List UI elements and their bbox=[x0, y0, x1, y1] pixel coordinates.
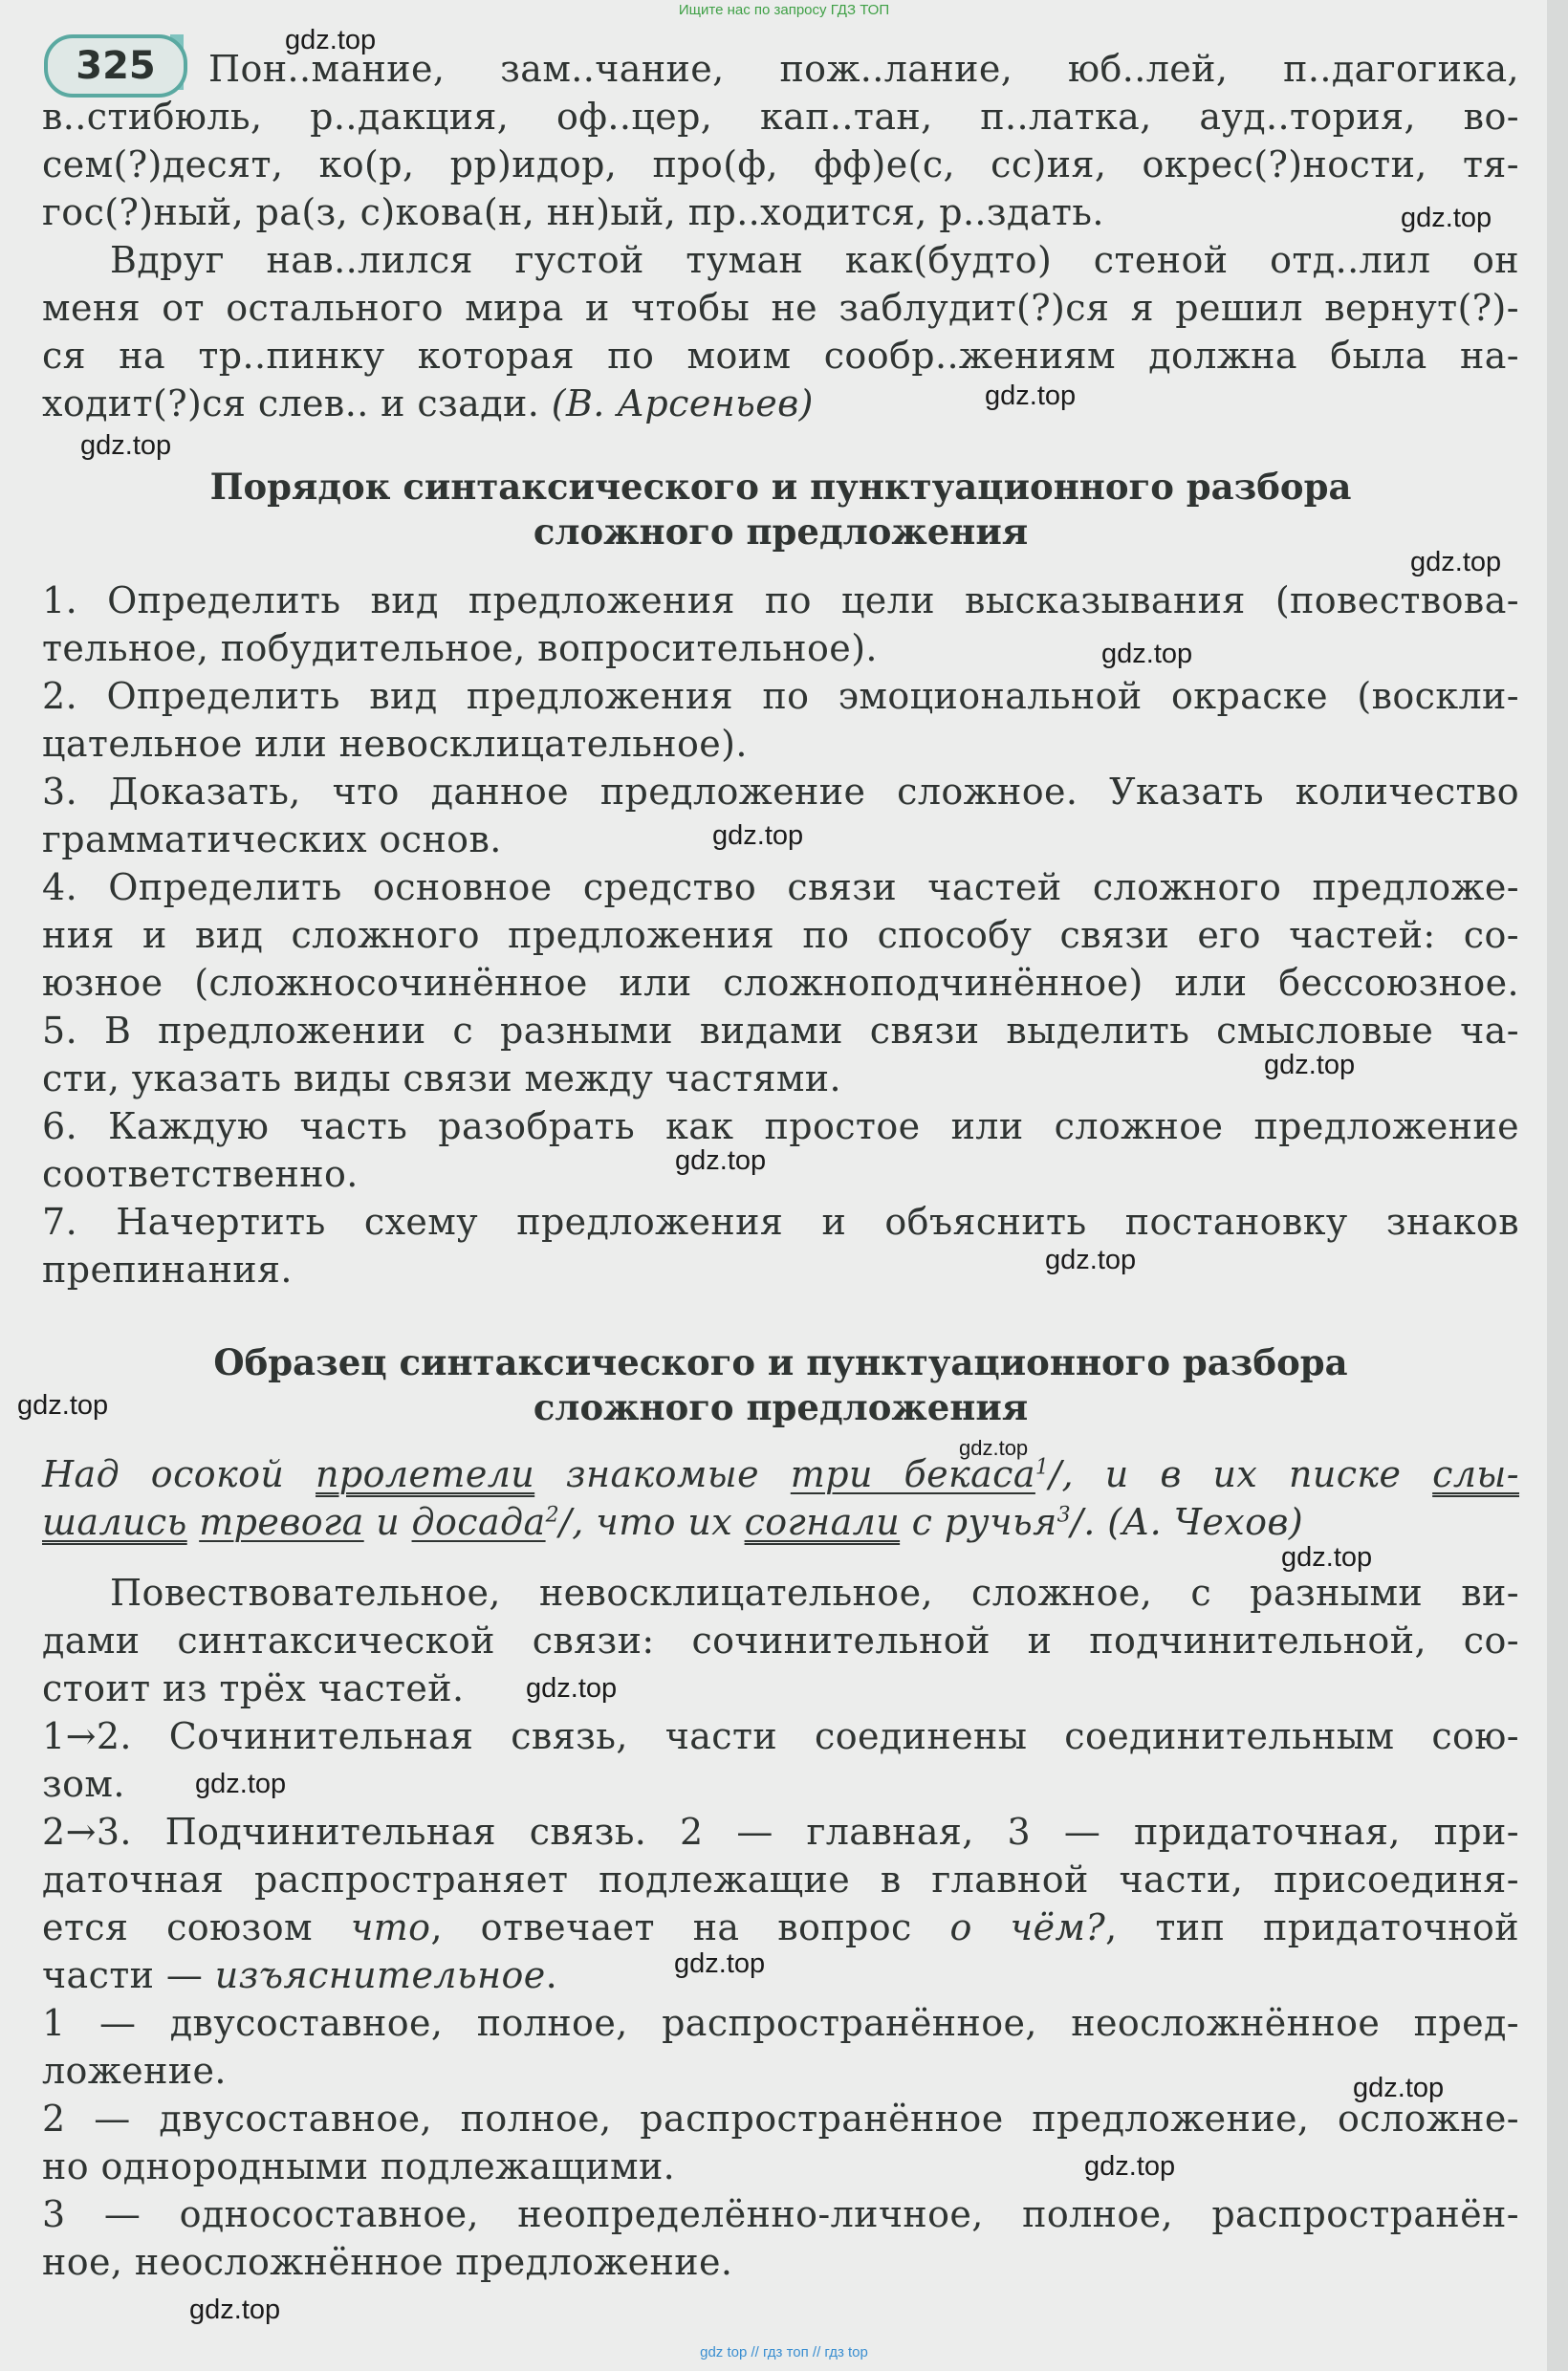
exercise-line: Пон..мание, зам..чание, пож..лание, юб..лей, п..дагогика, bbox=[208, 48, 1519, 90]
example-predicate: шались bbox=[42, 1501, 187, 1543]
step-line: тельное, побудительное, вопросительное). bbox=[42, 627, 878, 669]
analysis-text: . bbox=[545, 1954, 558, 1996]
section-heading-order-2: сложного предложения bbox=[533, 511, 1029, 553]
text-line: Вдруг нав..лился густой туман как(будто) стеной отд..лил он bbox=[110, 239, 1519, 281]
part-line: 3 — односоставное, неопределённо-личное, полное, распространён- bbox=[42, 2193, 1519, 2235]
analysis-text: ется союзом bbox=[42, 1906, 313, 1948]
analysis-line-union bbox=[42, 1903, 1519, 1952]
top-search-note: Ищите нас по запросу ГДЗ ТОП bbox=[678, 2, 890, 18]
section-heading-sample-2: сложного предложения bbox=[533, 1386, 1029, 1428]
text-line bbox=[42, 379, 1519, 428]
analysis-line: Повествовательное, невосклицательное, сложное, с разными ви- bbox=[110, 1572, 1519, 1614]
part-line: ложение. bbox=[42, 2050, 227, 2092]
exercise-line: сем(?)десят, ко(р, рр)идор, про(ф, фф)е(с, сс)ия, окрес(?)ности, тя- bbox=[42, 143, 1519, 185]
example-word: с ручья bbox=[911, 1501, 1057, 1543]
watermark: gdz.top bbox=[1401, 203, 1492, 233]
watermark: gdz.top bbox=[1410, 547, 1502, 577]
text-author: (В. Арсеньев) bbox=[551, 382, 814, 424]
watermark: gdz.top bbox=[675, 1145, 767, 1176]
watermark: gdz.top bbox=[17, 1390, 109, 1421]
text-line-end: ходит(?)ся слев.. и сзади. bbox=[42, 382, 540, 424]
analysis-text: , тип придаточной bbox=[1105, 1906, 1519, 1948]
text-line: меня от остального мира и чтобы не заблудит(?)ся я решил вернут(?)- bbox=[42, 287, 1519, 329]
analysis-line: даточная распространяет подлежащие в главной части, присоединя- bbox=[42, 1859, 1519, 1901]
step-line: 7. Начертить схему предложения и объяснить постановку знаков bbox=[42, 1201, 1519, 1243]
example-word: /, и в их писке bbox=[1049, 1453, 1402, 1495]
watermark: gdz.top bbox=[195, 1769, 287, 1799]
step-line: сти, указать виды связи между частями. bbox=[42, 1057, 842, 1099]
section-heading-order: Порядок синтаксического и пунктуационного разбора bbox=[209, 466, 1352, 508]
page-edge-shadow bbox=[1547, 0, 1568, 2371]
analysis-line: зом. bbox=[42, 1763, 125, 1805]
analysis-text: , отвечает на вопрос bbox=[430, 1906, 912, 1948]
analysis-line: стоит из трёх частей. bbox=[42, 1667, 465, 1709]
watermark: gdz.top bbox=[1045, 1245, 1137, 1275]
step-line: 1. Определить вид предложения по цели высказывания (повествова- bbox=[42, 579, 1519, 621]
step-line: грамматических основ. bbox=[42, 818, 502, 860]
example-word: знакомые bbox=[565, 1453, 760, 1495]
example-subject: тревога bbox=[199, 1501, 364, 1543]
step-line: соответственно. bbox=[42, 1153, 359, 1195]
example-word: и bbox=[376, 1501, 401, 1543]
step-line: 5. В предложении с разными видами связи выделить смысловые ча- bbox=[42, 1010, 1519, 1052]
step-line: ния и вид сложного предложения по способу связи его частей: со- bbox=[42, 914, 1519, 956]
watermark: gdz.top bbox=[1281, 1542, 1373, 1573]
part-marker: 2 bbox=[545, 1503, 559, 1528]
analysis-italic: изъяснительное bbox=[214, 1954, 546, 1996]
watermark: gdz.top bbox=[674, 1948, 766, 1979]
step-line: 3. Доказать, что данное предложение сложное. Указать количество bbox=[42, 771, 1519, 813]
part-marker: 1 bbox=[1034, 1455, 1050, 1480]
text-line: ся на тр..пинку которая по моим сообр..жениям должна была на- bbox=[42, 335, 1519, 377]
example-sentence-line-2 bbox=[42, 1497, 1519, 1547]
part-line: 1 — двусоставное, полное, распространённое, неосложнённое пред- bbox=[42, 2002, 1519, 2044]
example-word: /. bbox=[1071, 1501, 1096, 1543]
part-line: ное, неосложнённое предложение. bbox=[42, 2241, 733, 2283]
example-sentence-line-1 bbox=[42, 1449, 1519, 1499]
step-line: препинания. bbox=[42, 1249, 293, 1291]
part-line: но однородными подлежащими. bbox=[42, 2145, 676, 2187]
watermark: gdz.top bbox=[959, 1436, 1029, 1460]
watermark: gdz.top bbox=[1084, 2151, 1176, 2182]
example-predicate: пролетели bbox=[316, 1453, 535, 1495]
analysis-text: части — bbox=[42, 1954, 204, 1996]
watermark: gdz.top bbox=[526, 1673, 618, 1704]
example-subject: досада bbox=[411, 1501, 546, 1543]
watermark: gdz.top bbox=[189, 2295, 281, 2325]
step-line: цательное или невосклицательное). bbox=[42, 723, 748, 765]
watermark: gdz.top bbox=[80, 430, 172, 461]
example-word: /, что их bbox=[559, 1501, 733, 1543]
watermark: gdz.top bbox=[1353, 2073, 1445, 2103]
step-line: юзное (сложносочинённое или сложноподчинённое) или бессоюзное. bbox=[42, 962, 1519, 1004]
exercise-line: гос(?)ный, ра(з, с)кова(н, нн)ый, пр..ходится, р..здать. bbox=[42, 191, 1104, 233]
analysis-line-type bbox=[42, 1950, 1519, 2000]
example-predicate: слы- bbox=[1432, 1453, 1520, 1495]
bottom-note: gdz top // гдз топ // гдз top bbox=[700, 2344, 868, 2360]
part-marker: 3 bbox=[1056, 1503, 1072, 1528]
section-heading-sample: Образец синтаксического и пунктуационного разбора bbox=[213, 1341, 1348, 1383]
watermark: gdz.top bbox=[1264, 1050, 1356, 1080]
step-line: 4. Определить основное средство связи частей сложного предложе- bbox=[42, 866, 1519, 908]
watermark: gdz.top bbox=[285, 25, 377, 55]
analysis-italic: о чём? bbox=[949, 1906, 1106, 1948]
analysis-italic: что bbox=[350, 1906, 431, 1948]
watermark: gdz.top bbox=[1101, 639, 1193, 669]
analysis-line: 1→2. Сочинительная связь, части соединены соединительным сою- bbox=[42, 1715, 1519, 1757]
part-line: 2 — двусоставное, полное, распространённое предложение, осложне- bbox=[42, 2098, 1519, 2140]
exercise-line: в..стибюль, р..дакция, оф..цер, кап..тан, п..латка, ауд..тория, во- bbox=[42, 96, 1519, 138]
example-predicate: согнали bbox=[744, 1501, 901, 1543]
example-word: Над осокой bbox=[42, 1453, 285, 1495]
example-author: (А. Чехов) bbox=[1107, 1501, 1304, 1543]
exercise-number-badge: 325 bbox=[44, 34, 187, 98]
step-line: 6. Каждую часть разобрать как простое или сложное предложение bbox=[42, 1105, 1519, 1147]
analysis-line: 2→3. Подчинительная связь. 2 — главная, 3 — придаточная, при- bbox=[42, 1811, 1519, 1853]
analysis-line: дами синтаксической связи: сочинительной и подчинительной, со- bbox=[42, 1620, 1519, 1662]
step-line: 2. Определить вид предложения по эмоциональной окраске (воскли- bbox=[42, 675, 1519, 717]
example-subject: три бекаса bbox=[790, 1453, 1035, 1495]
watermark: gdz.top bbox=[712, 820, 804, 851]
watermark: gdz.top bbox=[985, 381, 1077, 411]
